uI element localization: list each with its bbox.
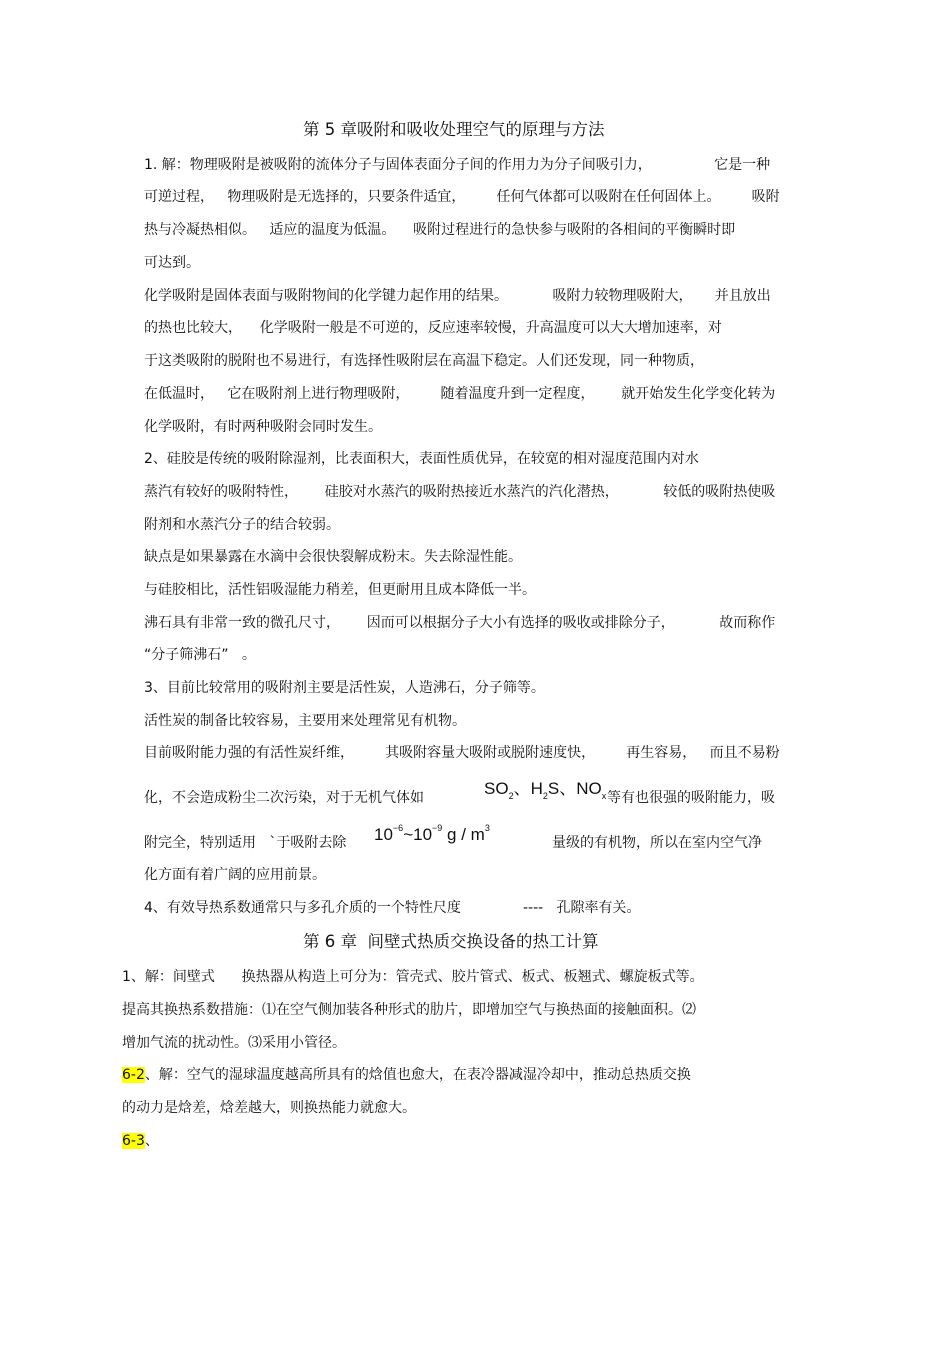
ch5-line-6: 的热也比较大， 化学吸附一般是不可逆的，反应速率较慢，升高温度可以大大增加速率，对 [144,320,722,336]
ch6-line-1: 1、解：间壁式 换热器从构造上可分为：管壳式、胶片管式、板式、板翘式、螺旋板式等。 [122,969,704,985]
formula-no: NO [576,779,602,798]
ch5-line-19: 目前吸附能力强的有活性炭纤维， 其吸附容量大吸附或脱附速度快， 再生容易， 而且不易粉 [144,745,780,761]
ch5-line-16: “分子筛沸石” 。 [144,647,256,663]
formula-sep: 、 [513,779,531,798]
ch6-line-3: 增加气流的扰动性。⑶采用小管径。 [122,1035,346,1051]
label-6-3: 6-3 [122,1133,145,1149]
ch5-line-4: 可达到。 [144,255,200,271]
ch5-line-13: 缺点是如果暴露在水滴中会很快裂解成粉末。失去除湿性能。 [144,549,522,565]
ch5-line-7: 于这类吸附的脱附也不易进行，有选择性吸附层在高温下稳定。人们还发现，同一种物质， [144,353,704,369]
ch5-line-12: 附剂和水蒸汽分子的结合较弱。 [144,517,340,533]
formula-tilde: ~ [403,825,414,844]
ch6-line-2: 提高其换热系数措施：⑴在空气侧加装各种形式的肋片，即增加空气与换热面的接触面积。⑵ [122,1002,696,1018]
formula-concentration [374,825,490,847]
ch5-line-20b: 等有也很强的吸附能力，吸 [607,790,775,806]
formula-h: H [530,779,543,798]
ch6-line-6 [122,1132,159,1150]
ch5-line-22: 化方面有着广阔的应用前景。 [144,867,326,883]
ch5-line-9: 化学吸附，有时两种吸附会同时发生。 [144,419,382,435]
ch5-line-23: 4、有效导热系数通常只与多孔介质的一个特性尺度 [144,900,461,916]
ch5-line-21b: 量级的有机物，所以在室内空气净 [552,835,762,851]
ch5-line-18: 活性炭的制备比较容易，主要用来处理常见有机物。 [144,713,466,729]
ch5-line-21: 附完全，特别适用 `于吸附去除 [144,835,347,851]
ch5-line-8: 在低温时， 它在吸附剂上进行物理吸附， 随着温度升到一定程度， 就开始发生化学变化转为 [144,386,776,402]
ch5-line-11: 蒸汽有较好的吸附特性， 硅胶对水蒸汽的吸附热接近水蒸汽的汽化潜热， 较低的吸附热使吸 [144,484,776,500]
ch6-line-6-text: 、 [144,1133,159,1149]
ch5-line-1: 1. 解：物理吸附是被吸附的流体分子与固体表面分子间的作用力为分子间吸引力， 它是一种 [144,157,771,173]
ch5-line-2: 可逆过程， 物理吸附是无选择的，只要条件适宜， 任何气体都可以吸附在任何固体上。 吸附 [144,189,780,205]
formula-unit: g / m [442,825,485,844]
formula-s: S [547,779,560,798]
ch5-line-10: 2、硅胶是传统的吸附除湿剂，比表面积大，表面性质优异，在较宽的相对湿度范围内对水 [144,451,699,467]
ch5-line-3: 热与冷凝热相似。 适应的温度为低温。 吸附过程进行的急快参与吸附的各相间的平衡瞬时即 [144,222,736,238]
formula-ten: 10 [374,825,393,844]
formula-gases [484,779,606,801]
ch6-line-5: 的动力是焓差，焓差越大，则换热能力就愈大。 [122,1100,416,1116]
formula-unit-exp: 3 [484,823,490,833]
formula-exp: −6 [392,823,404,833]
formula-sep: 、 [559,779,577,798]
chapter-5-title: 第 5 章吸附和吸收处理空气的原理与方法 [303,120,605,139]
ch5-line-23b: ---- 孔隙率有关。 [523,900,641,916]
ch6-line-4-text: 、解：空气的湿球温度越高所具有的焓值也愈大，在表冷器减湿冷却中，推动总热质交换 [144,1067,691,1083]
formula-no-sub: x [601,791,607,801]
ch5-line-5: 化学吸附是固体表面与吸附物间的化学键力起作用的结果。 吸附力较物理吸附大， 并且放出 [144,288,771,304]
formula-h-sub: 2 [542,791,548,801]
ch5-line-14: 与硅胶相比，活性铝吸湿能力稍差，但更耐用且成本降低一半。 [144,582,536,598]
formula-exp: −9 [432,823,443,833]
label-6-2: 6-2 [122,1067,145,1083]
ch5-line-17: 3、目前比较常用的吸附剂主要是活性炭，人造沸石，分子筛等。 [144,680,545,696]
ch6-line-4 [122,1066,691,1084]
ch5-line-15: 沸石具有非常一致的微孔尺寸， 因而可以根据分子大小有选择的吸收或排除分子， 故而称作 [144,615,776,631]
formula-so-sub: 2 [508,791,514,801]
chapter-6-title: 第 6 章 间壁式热质交换设备的热工计算 [303,932,599,951]
ch5-line-20: 化，不会造成粉尘二次污染，对于无机气体如 [144,790,424,806]
formula-ten: 10 [413,825,433,844]
formula-so: SO [484,779,509,798]
